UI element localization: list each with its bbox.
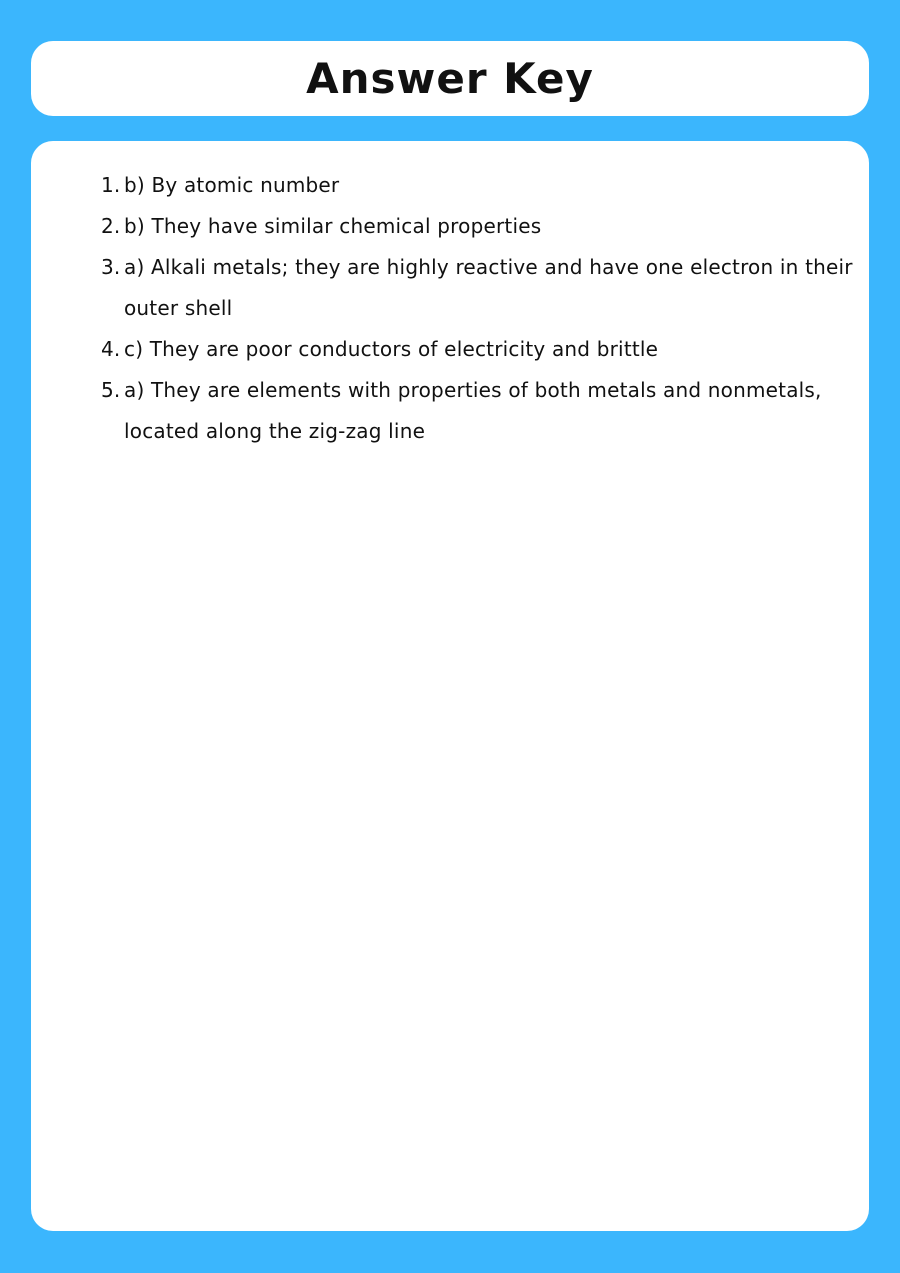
answer-text: c) They are poor conductors of electricity and brittle — [124, 337, 659, 361]
page-title: Answer Key — [306, 53, 594, 103]
answer-text: b) By atomic number — [124, 173, 340, 197]
answer-item-4 — [31, 329, 869, 370]
title-card — [31, 41, 869, 116]
answer-item-3 — [31, 247, 869, 329]
answer-card — [31, 141, 869, 1231]
answer-list — [31, 165, 869, 452]
answer-text: a) They are elements with properties of both metals and nonmetals, located along the zig-zag line — [124, 378, 822, 443]
answer-number: 1. — [101, 173, 121, 197]
answer-number: 2. — [101, 214, 121, 238]
answer-number: 3. — [101, 255, 121, 279]
answer-text: a) Alkali metals; they are highly reactive and have one electron in their outer shell — [124, 255, 853, 320]
answer-item-1 — [31, 165, 869, 206]
answer-item-5 — [31, 370, 869, 452]
answer-text: b) They have similar chemical properties — [124, 214, 542, 238]
answer-number: 5. — [101, 378, 121, 402]
answer-number: 4. — [101, 337, 121, 361]
answer-item-2 — [31, 206, 869, 247]
